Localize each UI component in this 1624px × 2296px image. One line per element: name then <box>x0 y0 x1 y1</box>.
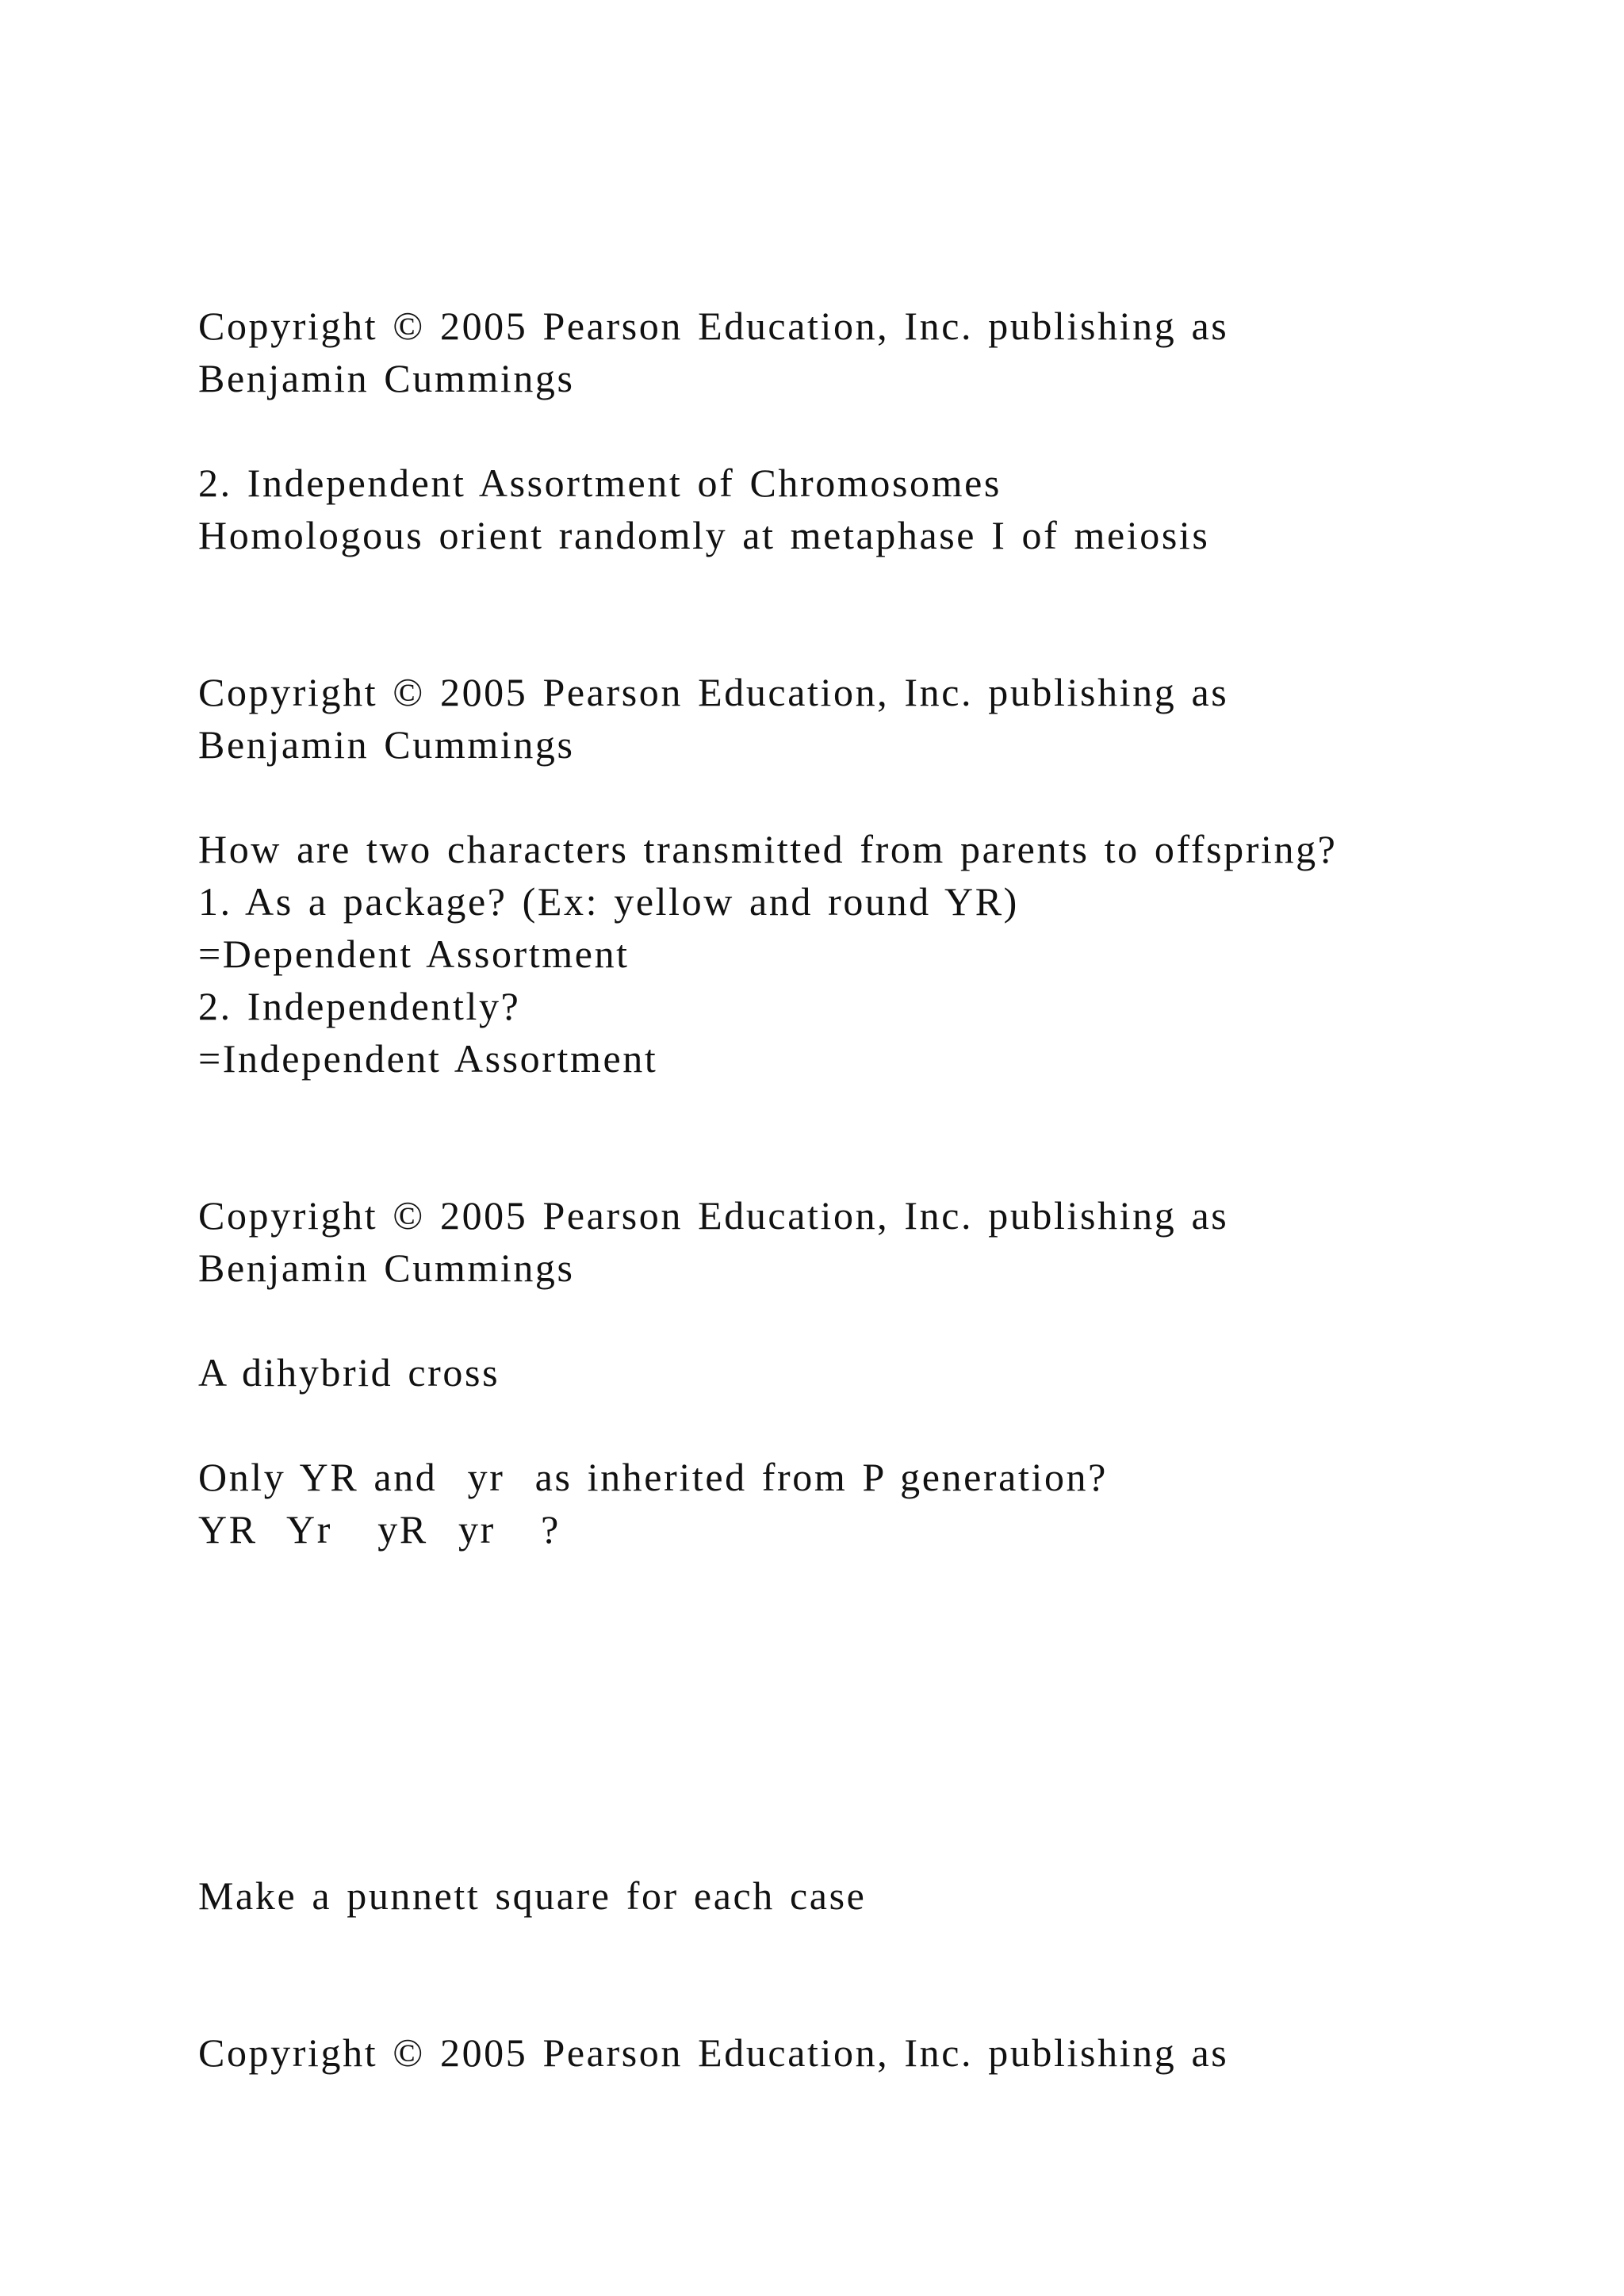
text-line: =Dependent Assortment <box>198 932 630 976</box>
copyright-publisher: Benjamin Cummings <box>198 722 575 767</box>
copyright-line: Copyright © 2005 Pearson Education, Inc. publishing as <box>198 2030 1229 2075</box>
section-heading: A dihybrid cross <box>198 1350 500 1395</box>
text-line: =Independent Assortment <box>198 1036 658 1081</box>
copyright-publisher: Benjamin Cummings <box>198 356 575 400</box>
text-line: 1. As a package? (Ex: yellow and round YR) <box>198 879 1019 924</box>
copyright-line: Copyright © 2005 Pearson Education, Inc. publishing as <box>198 304 1229 348</box>
instruction-line: Make a punnett square for each case <box>198 1873 867 1918</box>
section-title: 2. Independent Assortment of Chromosomes <box>198 461 1002 505</box>
text-line: Only YR and yr as inherited from P generation? <box>198 1455 1108 1499</box>
text-line: 2. Independently? <box>198 984 521 1028</box>
copyright-publisher: Benjamin Cummings <box>198 1246 575 1290</box>
question-line: How are two characters transmitted from parents to offspring? <box>198 827 1338 871</box>
copyright-line: Copyright © 2005 Pearson Education, Inc. publishing as <box>198 670 1229 714</box>
copyright-line: Copyright © 2005 Pearson Education, Inc. publishing as <box>198 1193 1229 1238</box>
text-line: YR Yr yR yr ? <box>198 1507 561 1552</box>
text-line: Homologous orient randomly at metaphase I of meiosis <box>198 513 1210 557</box>
